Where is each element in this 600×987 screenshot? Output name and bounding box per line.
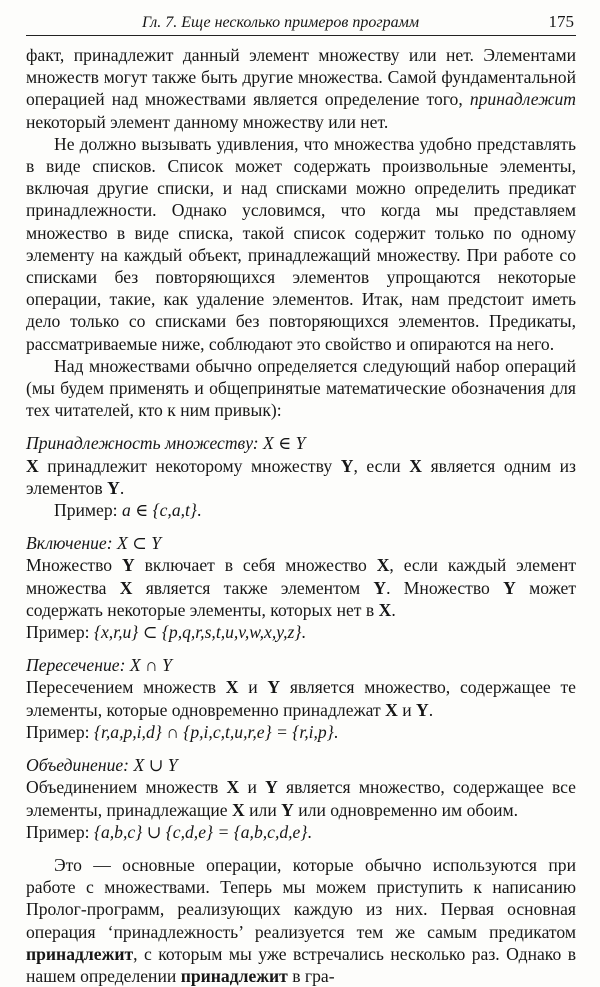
symbol: X — [232, 799, 245, 820]
text: и — [239, 777, 266, 798]
example-value: {x,r,u} ⊂ {p,q,r,s,t,u,v,w,x,y,z} — [93, 622, 302, 643]
text: . — [333, 721, 339, 742]
definition-text — [26, 676, 576, 720]
symbol: X — [225, 677, 239, 698]
definition-example — [26, 721, 576, 743]
text: . Множество — [386, 577, 504, 598]
definition-membership — [26, 432, 576, 521]
text: , если — [353, 455, 410, 476]
symbol: Y — [373, 577, 387, 598]
text: Множество — [26, 555, 122, 576]
text: факт, принадлежит данный элемент множеству или нет. Элементами множеств могут также быть другие множества. Самой фундаментальной операцией над множествами является определение того, — [26, 45, 576, 110]
symbol: Y — [340, 455, 354, 476]
symbol: X — [226, 777, 240, 798]
symbol: X — [119, 577, 133, 598]
paragraph-3: Над множествами обычно определяется следующий набор операций (мы будем применять и общепринятые математические обозначения для тех читателей, кто к ним привык): — [26, 355, 576, 421]
text: . — [307, 821, 312, 842]
text: является также элементом — [132, 577, 374, 598]
symbol: Y — [107, 477, 120, 498]
text: или одновременно им обоим. — [293, 799, 519, 820]
example-label: Пример: — [54, 500, 122, 521]
text: может содержать некоторые элементы, которых нет в — [26, 577, 577, 620]
definition-inclusion — [26, 532, 576, 643]
definition-example — [26, 821, 576, 843]
text: , с которым мы уже встречались несколько раз. Однако в нашем определении — [26, 943, 576, 986]
text: . — [428, 699, 434, 720]
text: некоторый элемент данному множеству или нет. — [26, 111, 389, 132]
text: является одним из элементов — [26, 455, 577, 498]
running-header — [26, 12, 576, 36]
text: . — [391, 599, 396, 620]
text: Это — основные операции, которые обычно используются при работе с множествами. Теперь мы можем приступить к написанию Пролог-программ, реализующих каждую из них. Первая основная операция ‘принадлежность’ реализуется тем же самым предикатом — [26, 854, 576, 942]
symbol: X — [385, 699, 398, 720]
definition-intersection — [26, 654, 576, 743]
example-value: {a,b,c} ∪ {c,d,e} = {a,b,c,d,e} — [93, 821, 308, 842]
example-label: Пример: — [26, 622, 94, 643]
symbol: Y — [503, 577, 516, 598]
text: Объединением множеств — [26, 777, 227, 798]
definition-example — [26, 621, 576, 643]
symbol: X — [26, 455, 39, 476]
text: в гра- — [287, 965, 335, 986]
running-title: Гл. 7. Еще несколько примеров программ — [142, 14, 420, 31]
definition-term: Принадлежность множеству: X ∈ Y — [26, 433, 306, 454]
definition-union — [26, 754, 576, 843]
symbol: Y — [265, 777, 278, 798]
definition-term: Объединение: X ∪ Y — [26, 755, 178, 776]
text: . — [196, 500, 202, 521]
text: является множество, содержащее те элементы, которые одновременно принадлежат — [26, 677, 576, 720]
definition-text — [26, 455, 576, 499]
paragraph-4 — [26, 854, 576, 987]
example-value: {r,a,p,i,d} ∩ {p,i,c,t,u,r,e} = {r,i,p} — [93, 721, 334, 742]
text: Пересечением множеств — [26, 677, 226, 698]
example-value: a ∈ {c,a,t} — [121, 500, 197, 521]
text: и — [397, 699, 417, 720]
example-label: Пример: — [26, 721, 94, 742]
symbol: Y — [281, 799, 294, 820]
symbol: Y — [267, 677, 281, 698]
definition-text — [26, 554, 576, 621]
definition-text — [26, 776, 576, 820]
text: включает в себя множество — [134, 555, 377, 576]
emphasis: принадлежит — [469, 89, 576, 110]
spacer — [26, 843, 576, 854]
paragraph-1 — [26, 44, 576, 133]
predicate-name: принадлежит — [180, 965, 288, 986]
symbol: X — [376, 555, 390, 576]
symbol: Y — [121, 555, 135, 576]
text: или — [244, 799, 282, 820]
paragraph-2: Не должно вызывать удивления, что множества удобно представлять в виде списков. Список может содержать произвольные элементы, включая другие списки, и над списками можно определить предикат принадлежности. Однако условимся, что когда мы представляем множество в виде списка, такой список содержит только по одному элементу на каждый объект, принадлежащий множеству. При работе со списками без повторяющихся элементов упрощаются некоторые операции, такие, как удаление элементов. Итак, нам предстоит иметь дело только со списками без повторяющихся элементов. Предикаты, рассматриваемые ниже, соблюдают это свойство и опираются на него. — [26, 133, 576, 354]
symbol: X — [378, 599, 392, 620]
text: . — [301, 622, 306, 643]
text: принадлежит некоторому множеству — [38, 455, 341, 476]
page-number: 175 — [548, 12, 574, 31]
text: и — [238, 677, 268, 698]
definition-example — [26, 499, 576, 521]
symbol: Y — [416, 699, 429, 720]
text: . — [119, 477, 125, 498]
text: , если каждый элемент множества — [26, 555, 577, 598]
symbol: X — [409, 455, 422, 476]
definition-term: Включение: X ⊂ Y — [26, 533, 162, 554]
definition-term: Пересечение: X ∩ Y — [26, 655, 172, 676]
predicate-name: принадлежит — [26, 943, 134, 964]
text: является множество, содержащее все элементы, принадлежащие — [26, 777, 576, 820]
example-label: Пример: — [26, 821, 94, 842]
